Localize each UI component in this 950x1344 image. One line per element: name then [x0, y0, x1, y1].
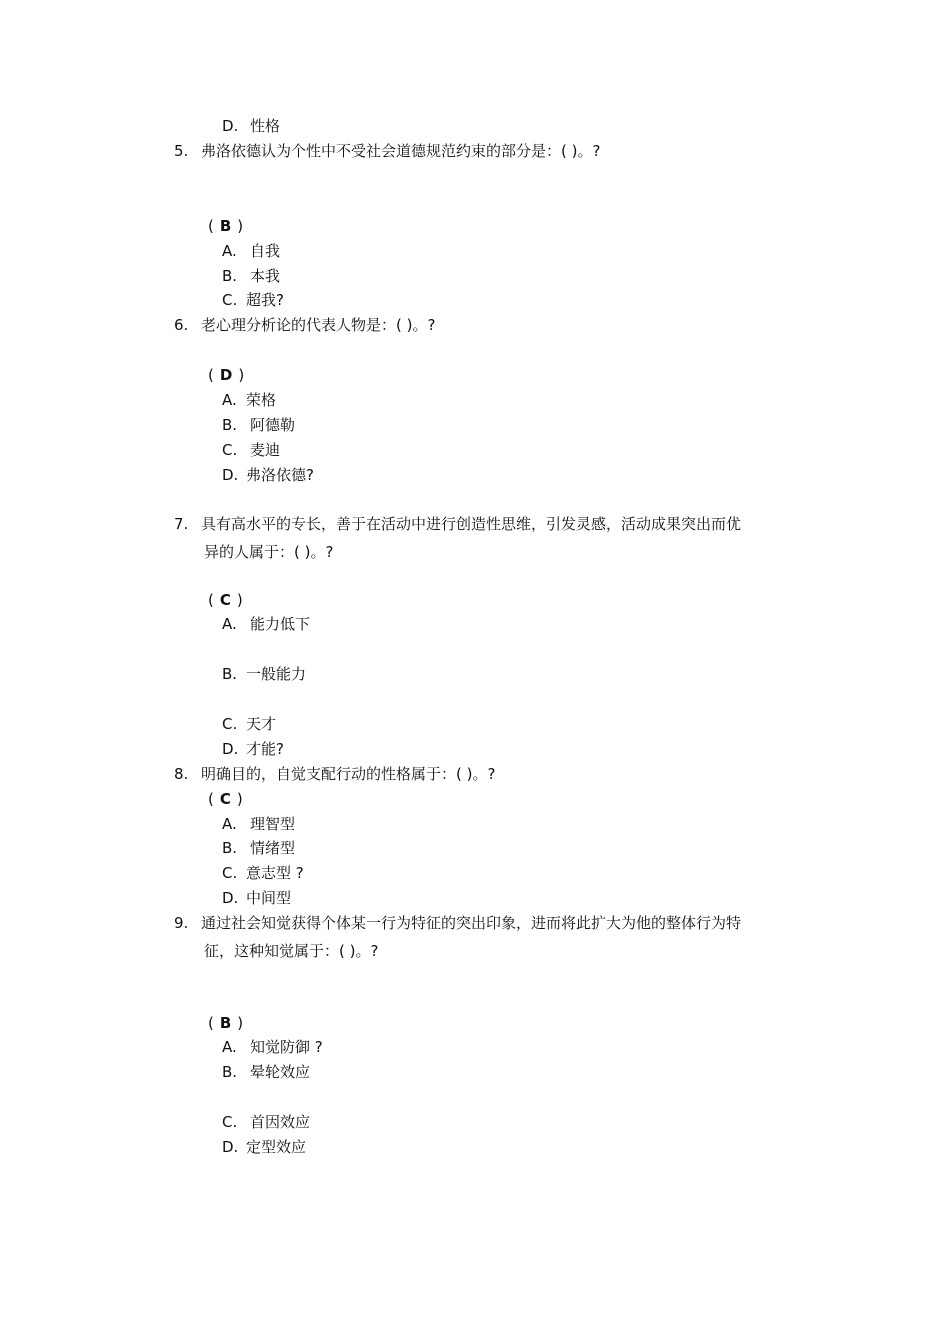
answer-letter: D [219, 366, 233, 384]
option-label: 自我 [250, 242, 281, 260]
question-9-answer: ( B ) [208, 1014, 244, 1032]
question-6-answer: ( D ) [208, 366, 245, 384]
option-label: 麦迪 [250, 441, 281, 459]
option-label: 晕轮效应 [250, 1063, 311, 1081]
question-9-text-line-2: 征，这种知觉属于：( )。? [204, 942, 379, 960]
question-9-option-b [222, 1062, 310, 1082]
question-5-text: 弗洛依德认为个性中不受社会道德规范约束的部分是：( )。? [201, 142, 601, 160]
question-8-option-a [222, 814, 295, 834]
option-label: 性格 [250, 117, 281, 135]
option-letter: A. [222, 391, 237, 409]
option-letter: A. [222, 242, 237, 260]
question-9-text-line-1: 通过社会知觉获得个体某一行为特征的突出印象，进而将此扩大为他的整体行为特 [201, 914, 742, 932]
option-label: 定型效应 [246, 1138, 307, 1156]
answer-letter: C [219, 591, 231, 609]
question-6-text: 老心理分析论的代表人物是：( )。? [201, 316, 436, 334]
option-letter: A. [222, 1038, 237, 1056]
option-letter: D. [222, 889, 239, 907]
carryover-option-d [222, 116, 280, 136]
option-letter: D. [222, 466, 239, 484]
question-6-option-a [222, 390, 276, 410]
option-letter: B. [222, 267, 238, 285]
option-letter: A. [222, 615, 237, 633]
question-7-option-b [222, 664, 306, 684]
option-label: 天才 [246, 715, 277, 733]
option-label: 中间型 [246, 889, 292, 907]
option-letter: A. [222, 815, 237, 833]
option-letter: C. [222, 864, 238, 882]
option-letter: C. [222, 1113, 238, 1131]
answer-letter: B [219, 217, 232, 235]
question-7-text-line-1: 具有高水平的专长，善于在活动中进行创造性思维，引发灵感，活动成果突出而优 [201, 515, 742, 533]
option-letter: D. [222, 1138, 239, 1156]
option-letter: B. [222, 665, 238, 683]
option-label: 意志型 ? [246, 864, 304, 882]
option-label: 荣格 [246, 391, 277, 409]
option-letter: B. [222, 839, 238, 857]
option-letter: C. [222, 715, 238, 733]
question-7-option-c [222, 714, 276, 734]
option-letter: C. [222, 441, 238, 459]
option-letter: C. [222, 291, 238, 309]
question-9-option-d [222, 1137, 306, 1157]
question-8-text: 明确目的，自觉支配行动的性格属于：( )。? [201, 765, 496, 783]
answer-letter: C [219, 790, 231, 808]
question-7-option-d [222, 739, 284, 759]
question-9-number: 9. [174, 914, 189, 932]
option-label: 理智型 [250, 815, 296, 833]
option-label: 超我? [246, 291, 284, 309]
option-label: 知觉防御 ? [250, 1038, 323, 1056]
question-7-answer: ( C ) [208, 591, 243, 609]
option-label: 一般能力 [246, 665, 307, 683]
option-label: 本我 [250, 267, 281, 285]
option-label: 才能? [246, 740, 284, 758]
question-6-option-b [222, 415, 295, 435]
question-9-option-c [222, 1112, 310, 1132]
question-9-option-a [222, 1037, 323, 1057]
question-8-option-c [222, 863, 304, 883]
question-5-option-b [222, 266, 280, 286]
question-8-number: 8. [174, 765, 189, 783]
option-letter: D. [222, 740, 239, 758]
answer-letter: B [219, 1014, 232, 1032]
option-label: 弗洛依德? [246, 466, 314, 484]
question-6-number: 6. [174, 316, 189, 334]
question-5-option-c [222, 290, 284, 310]
question-7-option-a [222, 614, 310, 634]
option-letter: B. [222, 1063, 238, 1081]
question-7-text-line-2: 异的人属于：( )。? [204, 543, 334, 561]
question-5-answer: ( B ) [208, 217, 244, 235]
question-7-number: 7. [174, 515, 189, 533]
option-label: 能力低下 [250, 615, 311, 633]
question-8-answer: ( C ) [208, 790, 243, 808]
question-8-option-d [222, 888, 291, 908]
option-label: 阿德勒 [250, 416, 296, 434]
question-6-option-c [222, 440, 280, 460]
question-5-option-a [222, 241, 280, 261]
option-letter: D. [222, 117, 239, 135]
option-label: 首因效应 [250, 1113, 311, 1131]
question-6-option-d [222, 465, 314, 485]
option-letter: B. [222, 416, 238, 434]
question-5-number: 5. [174, 142, 189, 160]
option-label: 情绪型 [250, 839, 296, 857]
question-8-option-b [222, 838, 295, 858]
